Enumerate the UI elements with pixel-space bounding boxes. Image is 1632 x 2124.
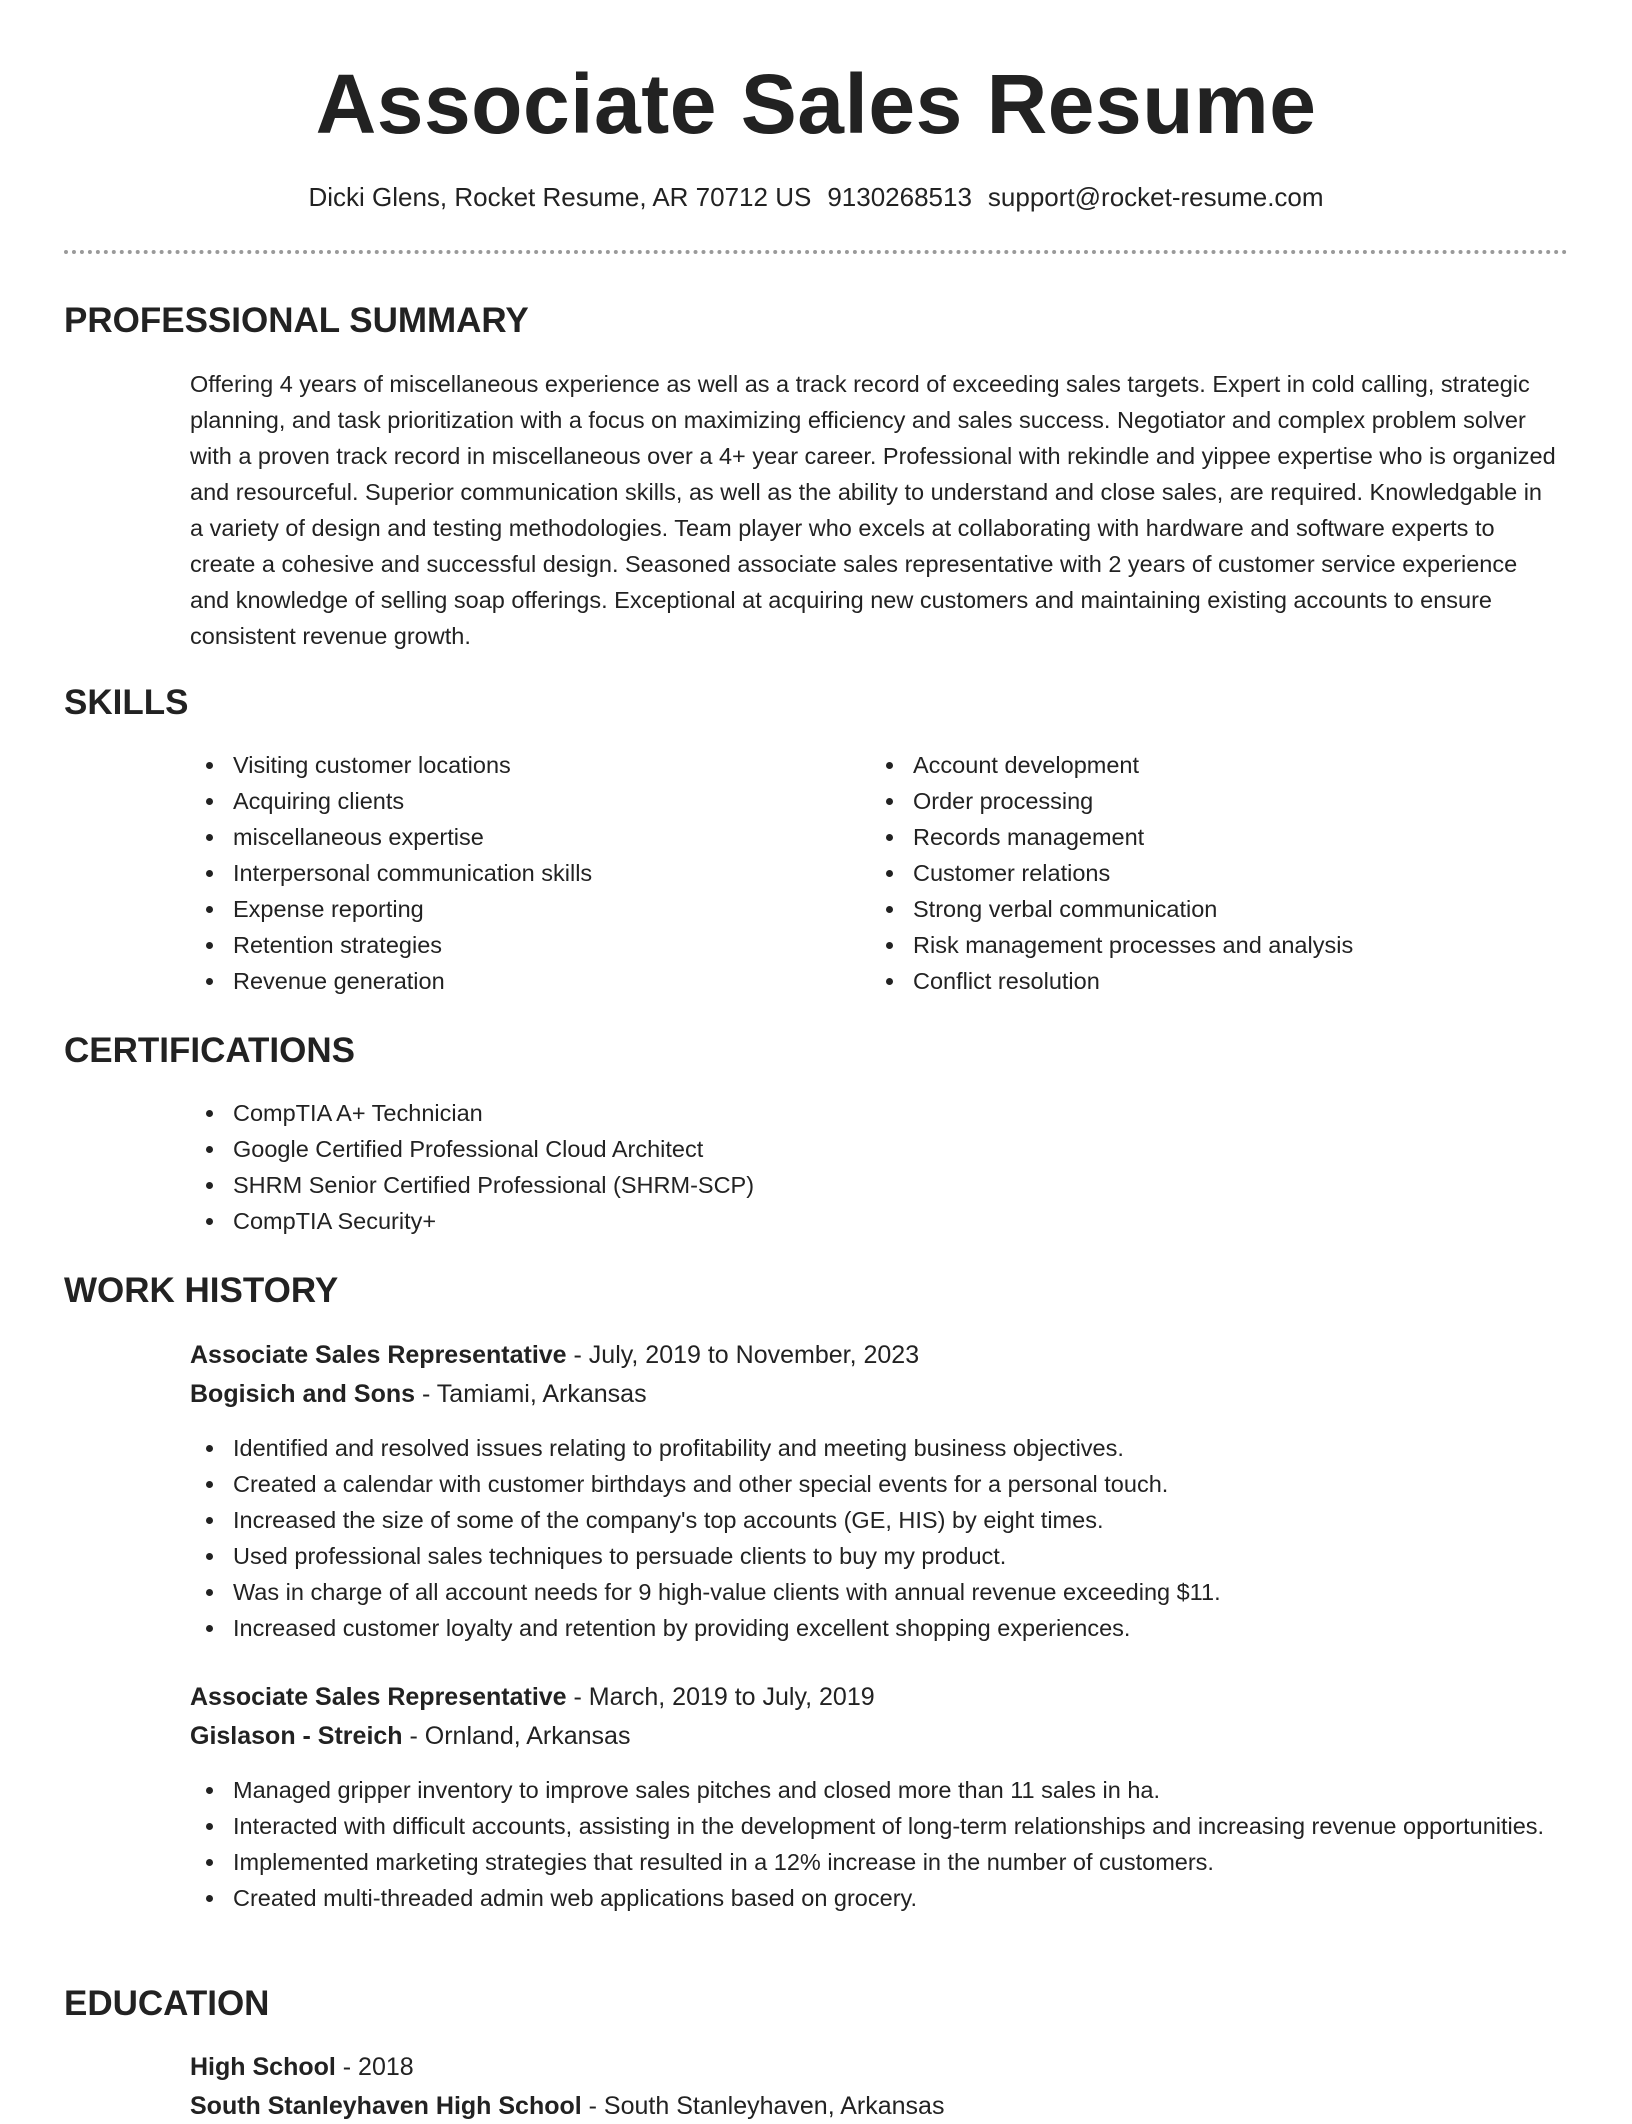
skill-item: Revenue generation	[190, 963, 830, 999]
contact-line	[0, 180, 1632, 214]
skill-item: Customer relations	[870, 855, 1560, 891]
skills-heading: SKILLS	[64, 683, 189, 722]
job-bullets	[190, 1430, 1560, 1646]
education-location: - South Stanleyhaven, Arkansas	[581, 2092, 945, 2120]
certification-item: Google Certified Professional Cloud Architect	[190, 1131, 1560, 1167]
job-company-line	[190, 1718, 630, 1754]
work-history-heading: WORK HISTORY	[64, 1271, 339, 1310]
education-heading: EDUCATION	[64, 1984, 270, 2023]
skill-item: Conflict resolution	[870, 963, 1560, 999]
skill-item: Acquiring clients	[190, 783, 830, 819]
job-title-line	[190, 1679, 875, 1715]
education-degree-line	[190, 2049, 414, 2085]
contact-phone[interactable]: 9130268513	[827, 182, 972, 212]
job-bullets	[190, 1772, 1560, 1916]
job-title: Associate Sales Representative	[190, 1683, 567, 1711]
skill-item: Risk management processes and analysis	[870, 927, 1560, 963]
job-bullet: Managed gripper inventory to improve sales pitches and closed more than 11 sales in ha.	[190, 1772, 1560, 1808]
education-school: South Stanleyhaven High School	[190, 2092, 582, 2120]
skill-item: Records management	[870, 819, 1560, 855]
summary-heading: PROFESSIONAL SUMMARY	[64, 301, 529, 340]
certifications-heading: CERTIFICATIONS	[64, 1031, 356, 1070]
job-bullet: Increased customer loyalty and retention by providing excellent shopping experiences.	[190, 1610, 1560, 1646]
skill-item: Expense reporting	[190, 891, 830, 927]
job-dates: - July, 2019 to November, 2023	[566, 1341, 920, 1369]
certification-item: CompTIA A+ Technician	[190, 1095, 1560, 1131]
job-bullet: Was in charge of all account needs for 9 high-value clients with annual revenue exceeding $11.	[190, 1574, 1560, 1610]
job-bullet: Increased the size of some of the company's top accounts (GE, HIS) by eight times.	[190, 1502, 1560, 1538]
job-title-line	[190, 1337, 919, 1373]
resume-title: Associate Sales Resume	[315, 57, 1317, 151]
job-bullet: Implemented marketing strategies that resulted in a 12% increase in the number of customers.	[190, 1844, 1560, 1880]
job-company: Bogisich and Sons	[190, 1380, 416, 1408]
job-location: - Tamiami, Arkansas	[415, 1380, 647, 1408]
education-year: - 2018	[335, 2053, 414, 2081]
job-bullet: Created multi-threaded admin web applications based on grocery.	[190, 1880, 1560, 1916]
skill-item: Interpersonal communication skills	[190, 855, 830, 891]
header-divider	[64, 250, 1568, 254]
summary-text: Offering 4 years of miscellaneous experience as well as a track record of exceeding sales targets. Expert in cold calling, strategic planning, and task prioritization with a focus on maximizing efficiency and sales success. Negotiator and complex problem solver with a proven track record in miscellaneous over a 4+ year career. Professional with rekindle and yippee expertise who is organized and resourceful. Superior communication skills, as well as the ability to understand and close sales, are required. Knowledgable in a variety of design and testing methodologies. Team player who excels at collaborating with hardware and software experts to create a cohesive and successful design. Seasoned associate sales representative with 2 years of customer service experience and knowledge of selling soap offerings. Exceptional at acquiring new customers and maintaining existing accounts to ensure consistent revenue growth.	[190, 371, 1556, 649]
education-degree: High School	[190, 2053, 336, 2081]
contact-email[interactable]: support@rocket-resume.com	[987, 182, 1324, 212]
skill-item: Account development	[870, 747, 1560, 783]
education-school-line	[190, 2088, 944, 2124]
skills-list-right	[870, 747, 1560, 999]
job-bullet: Used professional sales techniques to persuade clients to buy my product.	[190, 1538, 1560, 1574]
skills-list-left	[190, 747, 830, 999]
certification-item: CompTIA Security+	[190, 1203, 1560, 1239]
job-bullet: Created a calendar with customer birthdays and other special events for a personal touch.	[190, 1466, 1560, 1502]
skill-item: Retention strategies	[190, 927, 830, 963]
job-dates: - March, 2019 to July, 2019	[566, 1683, 875, 1711]
job-company-line	[190, 1376, 647, 1412]
contact-address: Dicki Glens, Rocket Resume, AR 70712 US	[308, 182, 812, 212]
skill-item: Strong verbal communication	[870, 891, 1560, 927]
skill-item: Visiting customer locations	[190, 747, 830, 783]
job-title: Associate Sales Representative	[190, 1341, 567, 1369]
job-company: Gislason - Streich	[190, 1722, 403, 1750]
skill-item: Order processing	[870, 783, 1560, 819]
job-bullet: Interacted with difficult accounts, assisting in the development of long-term relationships and increasing revenue opportunities.	[190, 1808, 1560, 1844]
certifications-list	[190, 1095, 1560, 1239]
job-location: - Ornland, Arkansas	[402, 1722, 631, 1750]
certification-item: SHRM Senior Certified Professional (SHRM-SCP)	[190, 1167, 1560, 1203]
job-bullet: Identified and resolved issues relating to profitability and meeting business objectives.	[190, 1430, 1560, 1466]
skill-item: miscellaneous expertise	[190, 819, 830, 855]
